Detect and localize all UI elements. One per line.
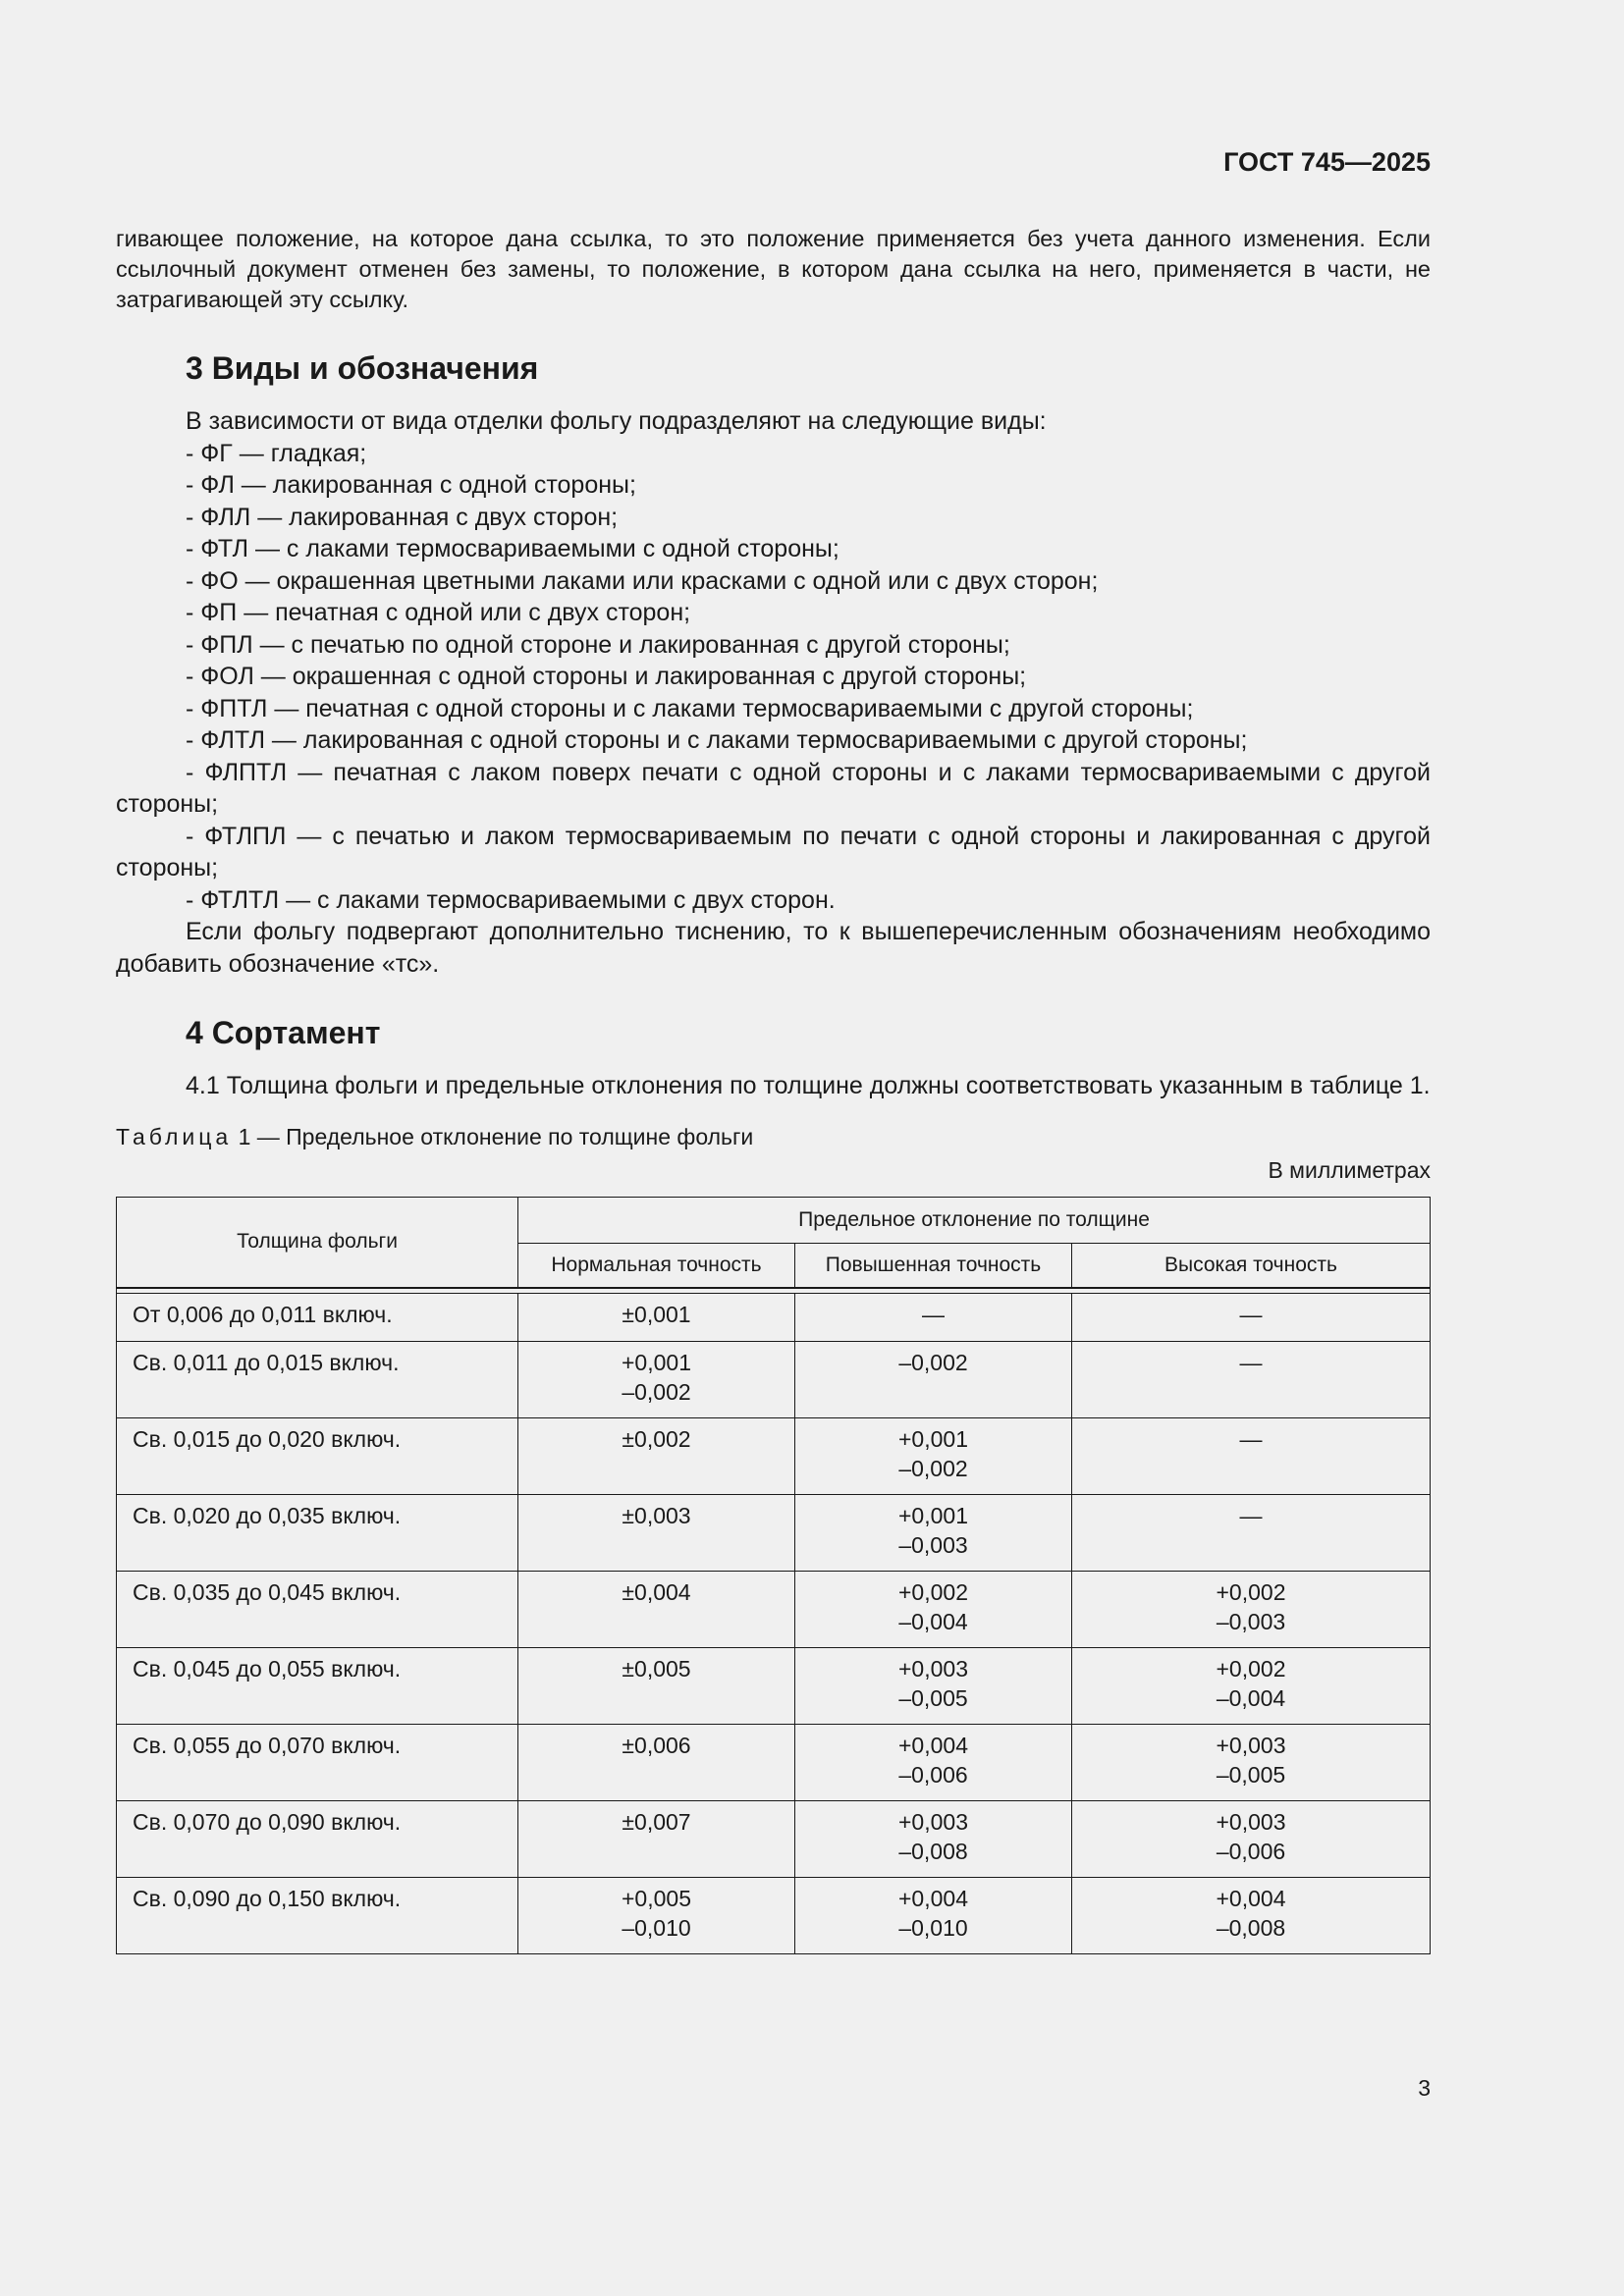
designation-item: - ФПТЛ — печатная с одной стороны и с лаками термосвариваемыми с другой стороны; (186, 694, 1194, 722)
tolerance-value: +0,003 (898, 1655, 968, 1682)
high-accuracy-cell (1072, 1800, 1431, 1877)
tolerance-value: +0,003 (898, 1808, 968, 1835)
designation-list (116, 438, 1431, 757)
normal-accuracy-cell (518, 1417, 795, 1494)
tolerance-value: –0,008 (898, 1838, 968, 1864)
thickness-range-cell: От 0,006 до 0,011 включ. (117, 1293, 518, 1341)
tolerance-value: –0,003 (898, 1531, 968, 1558)
designation-item: - ФЛ — лакированная с одной стороны; (186, 471, 636, 499)
designation-item: - ФЛТЛ — лакированная с одной стороны и с лаками термосвариваемыми с другой стороны; (186, 726, 1248, 754)
normal-accuracy-cell (518, 1494, 795, 1571)
tolerance-value: +0,002 (898, 1578, 968, 1605)
table-caption (116, 1122, 1431, 1151)
header-normal-accuracy: Нормальная точность (518, 1243, 795, 1288)
increased-accuracy-cell (795, 1417, 1072, 1494)
designation-item: - ФТЛ — с лаками термосвариваемыми с одной стороны; (186, 535, 839, 562)
thickness-range-cell: Св. 0,045 до 0,055 включ. (117, 1647, 518, 1724)
tolerance-value: — (1239, 1425, 1263, 1452)
high-accuracy-cell (1072, 1877, 1431, 1953)
tolerance-value: –0,008 (1216, 1914, 1286, 1941)
thickness-range-cell: Св. 0,015 до 0,020 включ. (117, 1417, 518, 1494)
normal-accuracy-cell (518, 1647, 795, 1724)
high-accuracy-cell (1072, 1494, 1431, 1571)
header-high-accuracy: Высокая точность (1072, 1243, 1431, 1288)
section-3-lead: В зависимости от вида отделки фольгу подразделяют на следующие виды: (186, 407, 1047, 435)
thickness-range-cell: Св. 0,035 до 0,045 включ. (117, 1571, 518, 1647)
table-row (117, 1417, 1431, 1494)
high-accuracy-cell (1072, 1341, 1431, 1417)
tolerance-value: –0,005 (898, 1684, 968, 1711)
designation-item: - ФП — печатная с одной или с двух сторон; (186, 599, 691, 626)
increased-accuracy-cell (795, 1341, 1072, 1417)
normal-accuracy-cell (518, 1724, 795, 1800)
page-content (116, 224, 1431, 1954)
thickness-tolerance-table (116, 1197, 1431, 1954)
designation-item: - ФТЛПЛ — с печатью и лаком термосвариваемым по печати с одной стороны и лакированная с другой стороны; (116, 822, 1431, 881)
increased-accuracy-cell (795, 1494, 1072, 1571)
thickness-range-cell: Св. 0,011 до 0,015 включ. (117, 1341, 518, 1417)
table-title: 1 — Предельное отклонение по толщине фольги (232, 1123, 754, 1149)
increased-accuracy-cell (795, 1647, 1072, 1724)
table-row (117, 1877, 1431, 1953)
clause-4-1: 4.1 Толщина фольги и предельные отклонения по толщине должны соответствовать указанным в таблице 1. (186, 1072, 1431, 1099)
section-4-heading: 4 Сортамент (186, 1015, 381, 1050)
tolerance-value: ±0,003 (622, 1502, 691, 1528)
tolerance-value: –0,005 (1216, 1761, 1286, 1788)
designation-item: - ФЛПТЛ — печатная с лаком поверх печати с одной стороны и с лаками термосвариваемыми с другой стороны; (116, 758, 1431, 818)
designation-item: - ФОЛ — окрашенная с одной стороны и лакированная с другой стороны; (186, 663, 1027, 690)
document-id: ГОСТ 745—2025 (1223, 147, 1431, 177)
normal-accuracy-cell (518, 1571, 795, 1647)
header-increased-accuracy: Повышенная точность (795, 1243, 1072, 1288)
increased-accuracy-cell (795, 1800, 1072, 1877)
tolerance-value: –0,004 (1216, 1684, 1286, 1711)
normal-accuracy-cell (518, 1341, 795, 1417)
high-accuracy-cell (1072, 1417, 1431, 1494)
tolerance-value: ±0,001 (622, 1301, 691, 1327)
header-thickness: Толщина фольги (117, 1197, 518, 1288)
high-accuracy-cell (1072, 1724, 1431, 1800)
tolerance-value: +0,001 (622, 1349, 691, 1375)
tolerance-value: — (1239, 1301, 1263, 1327)
tolerance-value: –0,003 (1216, 1608, 1286, 1634)
table-row (117, 1571, 1431, 1647)
designation-item: - ФТЛТЛ — с лаками термосвариваемыми с двух сторон. (186, 885, 836, 914)
designation-item: - ФО — окрашенная цветными лаками или красками с одной или с двух сторон; (186, 566, 1099, 595)
table-row (117, 1647, 1431, 1724)
tolerance-value: –0,004 (898, 1608, 968, 1634)
tolerance-value: –0,002 (622, 1378, 691, 1405)
tolerance-value: ±0,004 (622, 1578, 691, 1605)
increased-accuracy-cell (795, 1293, 1072, 1341)
increased-accuracy-cell (795, 1877, 1072, 1953)
tolerance-value: +0,005 (622, 1885, 691, 1911)
tolerance-value: +0,002 (1216, 1578, 1286, 1605)
table-row (117, 1800, 1431, 1877)
tolerance-value: +0,004 (898, 1885, 968, 1911)
tolerance-value: — (1239, 1502, 1263, 1528)
normal-accuracy-cell (518, 1800, 795, 1877)
tolerance-value: +0,002 (1216, 1655, 1286, 1682)
high-accuracy-cell (1072, 1647, 1431, 1724)
tolerance-value: +0,003 (1216, 1808, 1286, 1835)
tolerance-value: — (922, 1301, 945, 1327)
tolerance-value: +0,003 (1216, 1732, 1286, 1758)
thickness-range-cell: Св. 0,020 до 0,035 включ. (117, 1494, 518, 1571)
table-row (117, 1494, 1431, 1571)
embossing-note: Если фольгу подвергают дополнительно тиснению, то к вышеперечисленным обозначениям необходимо добавить обозначение «тс». (116, 918, 1431, 978)
tolerance-value: +0,001 (898, 1502, 968, 1528)
tolerance-value: –0,002 (898, 1455, 968, 1481)
increased-accuracy-cell (795, 1571, 1072, 1647)
thickness-range-cell: Св. 0,055 до 0,070 включ. (117, 1724, 518, 1800)
normal-accuracy-cell (518, 1293, 795, 1341)
tolerance-value: ±0,005 (622, 1655, 691, 1682)
table-label: Таблица (116, 1123, 233, 1149)
tolerance-value: +0,004 (898, 1732, 968, 1758)
designation-item: - ФЛЛ — лакированная с двух сторон; (186, 503, 619, 531)
intro-paragraph: гивающее положение, на которое дана ссылка, то это положение применяется без учета данного изменения. Если ссылочный документ отменен без замены, то положение, в котором дана ссылка на него, применяется в части, не затрагивающей эту ссылку. (116, 226, 1431, 312)
high-accuracy-cell (1072, 1293, 1431, 1341)
table-units: В миллиметрах (1268, 1156, 1431, 1183)
table-row (117, 1724, 1431, 1800)
high-accuracy-cell (1072, 1571, 1431, 1647)
page-number: 3 (1418, 2075, 1431, 2101)
table-row (117, 1341, 1431, 1417)
tolerance-value: +0,004 (1216, 1885, 1286, 1911)
designation-item: - ФПЛ — с печатью по одной стороне и лакированная с другой стороны; (186, 630, 1010, 659)
tolerance-value: — (1239, 1349, 1263, 1375)
tolerance-value: –0,006 (1216, 1838, 1286, 1864)
tolerance-value: –0,006 (898, 1761, 968, 1788)
designation-list-wrapped (116, 757, 1431, 884)
section-3-heading: 3 Виды и обозначения (186, 350, 539, 386)
increased-accuracy-cell (795, 1724, 1072, 1800)
tolerance-value: ±0,002 (622, 1425, 691, 1452)
thickness-range-cell: Св. 0,090 до 0,150 включ. (117, 1877, 518, 1953)
thickness-range-cell: Св. 0,070 до 0,090 включ. (117, 1800, 518, 1877)
tolerance-value: –0,010 (622, 1914, 691, 1941)
tolerance-value: ±0,007 (622, 1808, 691, 1835)
tolerance-value: +0,001 (898, 1425, 968, 1452)
table-row (117, 1293, 1431, 1341)
tolerance-value: –0,010 (898, 1914, 968, 1941)
header-deviation-group: Предельное отклонение по толщине (518, 1197, 1431, 1243)
designation-item: - ФГ — гладкая; (186, 439, 367, 467)
tolerance-value: –0,002 (898, 1349, 968, 1375)
tolerance-value: ±0,006 (622, 1732, 691, 1758)
normal-accuracy-cell (518, 1877, 795, 1953)
